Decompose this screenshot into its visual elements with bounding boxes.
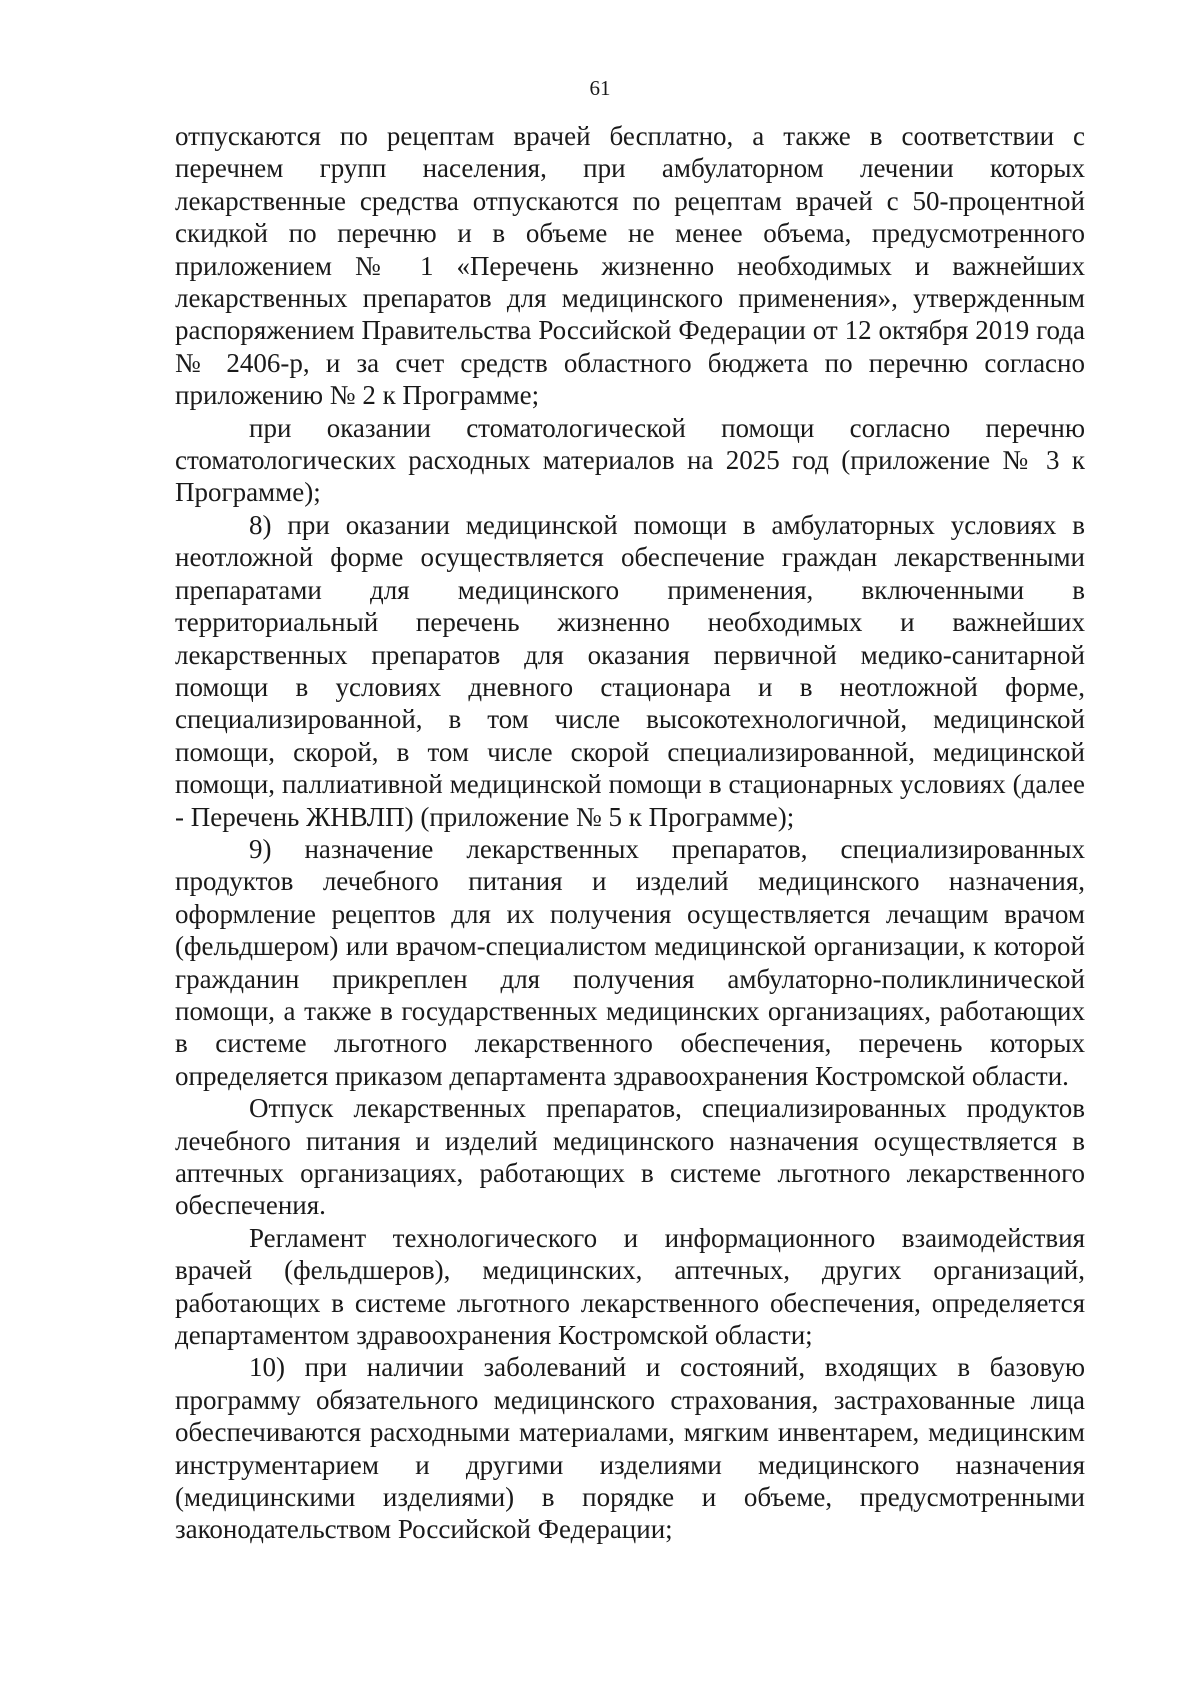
paragraph-item-8: 8) при оказании медицинской помощи в амбулаторных условиях в неотложной форме осуществляется обеспечение граждан лекарственными препаратами для медицинского применения, включенными в территориальный перечень жизненно необходимых и важнейших лекарственных препаратов для оказания первичной медико-санитарной помощи в условиях дневного стационара и в неотложной форме, специализированной, в том числе высокотехнологичной, медицинской помощи, скорой, в том числе скорой специализированной, медицинской помощи, паллиативной медицинской помощи в стационарных условиях (далее - Перечень ЖНВЛП) (приложение № 5 к Программе); [175,509,1085,832]
paragraph-item-9: 9) назначение лекарственных препаратов, специализированных продуктов лечебного питания и изделий медицинского назначения, оформление рецептов для их получения осуществляется лечащим врачом (фельдшером) или врачом-специалистом медицинской организации, к которой гражданин прикреплен для получения амбулаторно-поликлинической помощи, а также в государственных медицинских организациях, работающих в системе льготного лекарственного обеспечения, перечень которых определяется приказом департамента здравоохранения Костромской области. [175,833,1085,1091]
paragraph-item-10: 10) при наличии заболеваний и состояний, входящих в базовую программу обязательного медицинского страхования, застрахованные лица обеспечиваются расходными материалами, мягким инвентарем, медицинским инструментарием и другими изделиями медицинского назначения (медицинскими изделиями) в порядке и объеме, предусмотренными законодательством Российской Федерации; [175,1352,1085,1545]
paragraph-regulation: Регламент технологического и информационного взаимодействия врачей (фельдшеров), медицинских, аптечных, других организаций, работающих в системе льготного лекарственного обеспечения, определяется департаментом здравоохранения Костромской области; [175,1222,1085,1351]
page-number: 61 [589,76,611,100]
paragraph-dispensing: Отпуск лекарственных препаратов, специализированных продуктов лечебного питания и изделий медицинского назначения осуществляется в аптечных организациях, работающих в системе льготного лекарственного обеспечения. [175,1093,1085,1221]
paragraph-continuation: отпускаются по рецептам врачей бесплатно, а также в соответствии с перечнем групп населения, при амбулаторном лечении которых лекарственные средства отпускаются по рецептам врачей с 50-процентной скидкой по перечню и в объеме не менее объема, предусмотренного приложением № 1 «Перечень жизненно необходимых и важнейших лекарственных препаратов для медицинского применения», утвержденным распоряжением Правительства Российской Федерации от 12 октября 2019 года № 2406-р, и за счет средств областного бюджета по перечню согласно приложению № 2 к Программе; [175,121,1085,411]
paragraph-dental-care: при оказании стоматологической помощи согласно перечню стоматологических расходных материалов на 2025 год (приложение № 3 к Программе); [175,412,1085,508]
document-body [175,120,1085,1546]
